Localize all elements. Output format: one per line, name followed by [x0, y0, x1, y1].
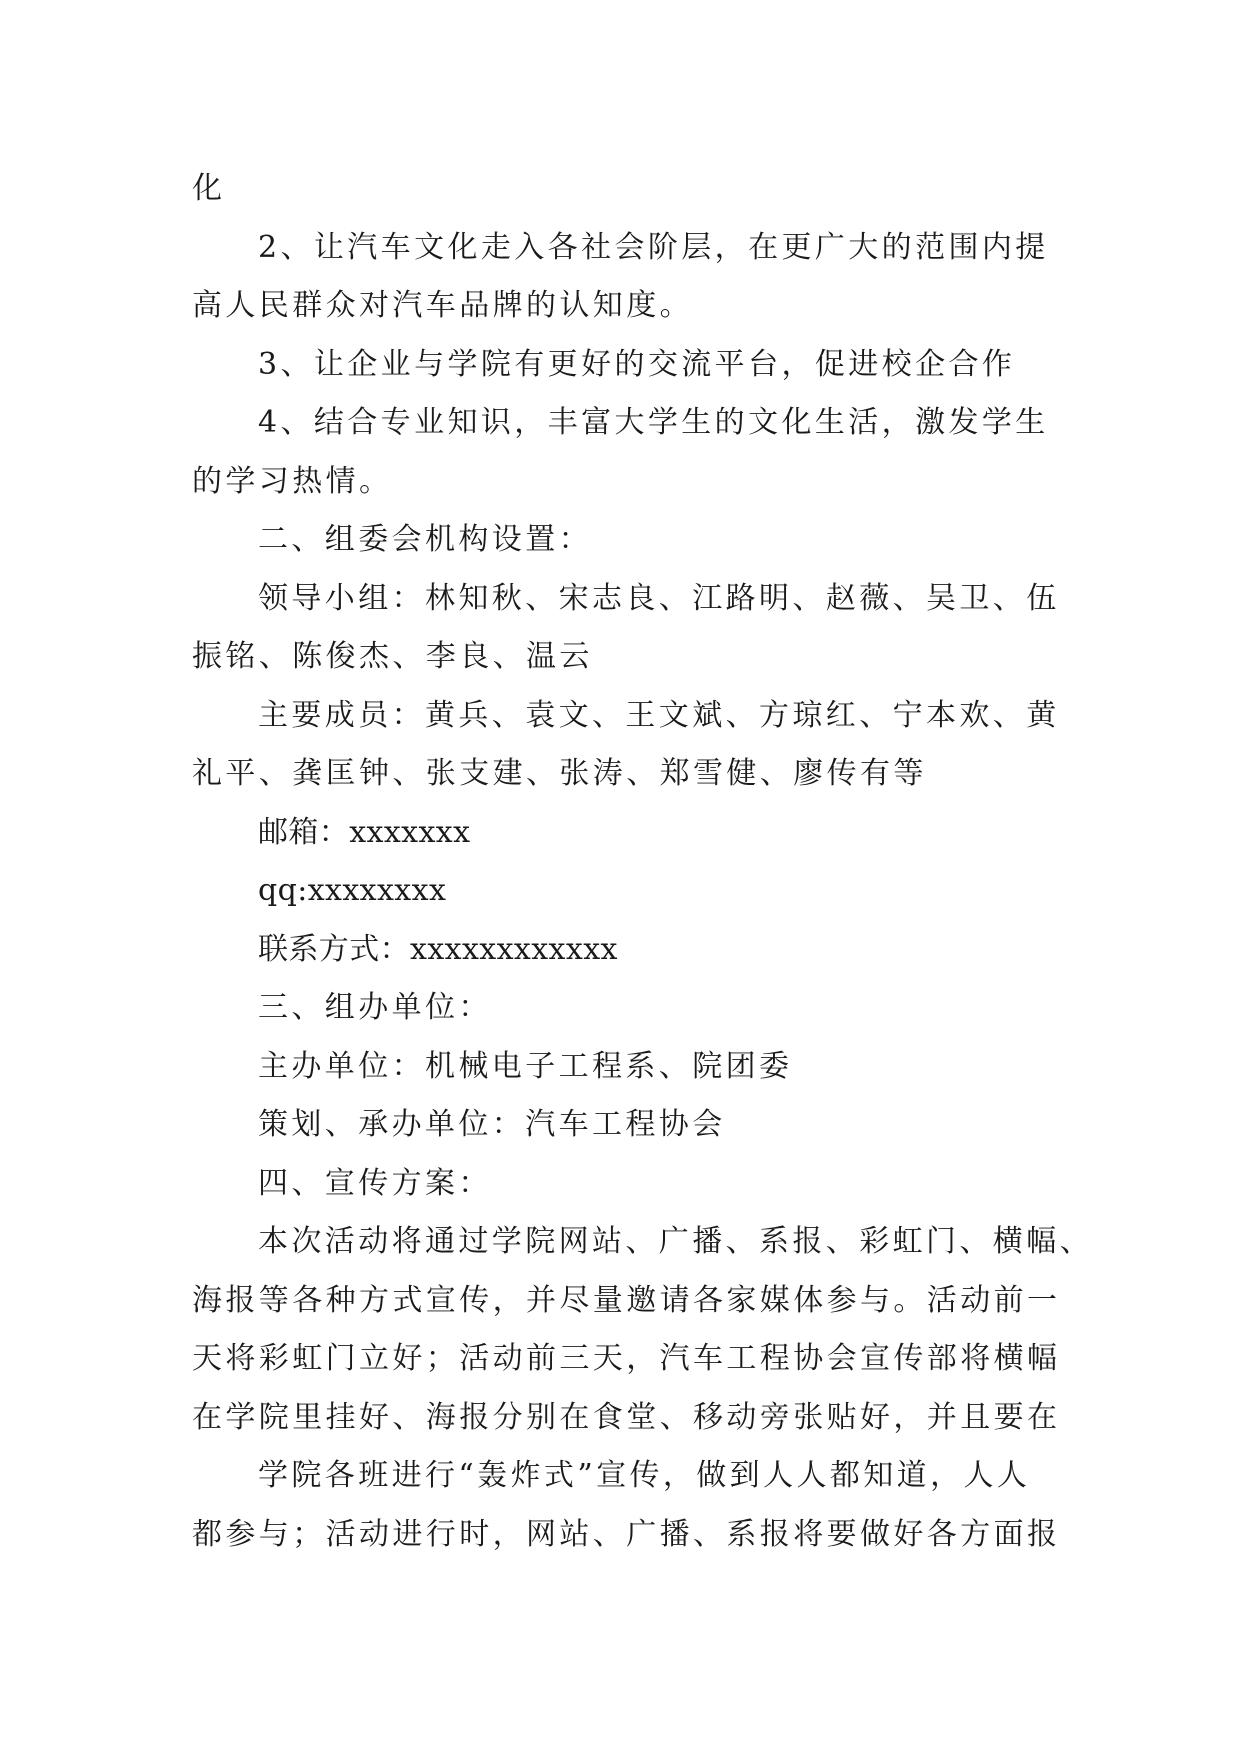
section-heading: 四、宣传方案： — [258, 1165, 492, 1201]
text-line: 领导小组：林知秋、宋志良、江路明、赵薇、吴卫、伍 — [258, 580, 1060, 616]
email-line: 邮箱：xxxxxxx — [258, 814, 471, 850]
qq-line: qq:xxxxxxxx — [258, 873, 447, 908]
text-line: 天将彩虹门立好；活动前三天，汽车工程协会宣传部将横幅 — [192, 1341, 1061, 1376]
text-line: 高人民群众对汽车品牌的认知度。 — [192, 288, 693, 323]
text-line: 学院各班进行“轰炸式”宣传，做到人人都知道，人人 — [258, 1458, 1031, 1493]
text-line: 礼平、龚匡钟、张支建、张涛、郑雪健、廖传有等 — [192, 756, 927, 791]
text-line: 的学习热情。 — [192, 463, 393, 499]
text-line: 海报等各种方式宣传，并尽量邀请各家媒体参与。活动前一 — [192, 1282, 1061, 1318]
text-line: 3、让企业与学院有更好的交流平台，促进校企合作 — [258, 346, 1016, 382]
text-line: 在学院里挂好、海报分别在食堂、移动旁张贴好，并且要在 — [192, 1399, 1061, 1435]
section-heading: 二、组委会机构设置： — [258, 522, 592, 557]
text-line: 化 — [192, 171, 226, 206]
section-heading: 三、组办单位： — [258, 990, 492, 1025]
text-line: 振铭、陈俊杰、李良、温云 — [192, 639, 593, 674]
text-line: 2、让汽车文化走入各社会阶层，在更广大的范围内提 — [258, 229, 1049, 265]
document-body — [192, 160, 1093, 1564]
text-line: 策划、承办单位：汽车工程协会 — [258, 1107, 726, 1142]
text-line: 主要成员：黄兵、袁文、王文斌、方琼红、宁本欢、黄 — [258, 697, 1060, 733]
text-line: 都参与；活动进行时，网站、广播、系报将要做好各方面报 — [192, 1516, 1061, 1552]
text-line: 4、结合专业知识，丰富大学生的文化生活，激发学生 — [258, 405, 1049, 440]
text-line: 本次活动将通过学院网站、广播、系报、彩虹门、横幅、 — [258, 1224, 1093, 1259]
contact-line: 联系方式：xxxxxxxxxxxx — [258, 931, 618, 967]
text-line: 主办单位：机械电子工程系、院团委 — [258, 1048, 793, 1084]
